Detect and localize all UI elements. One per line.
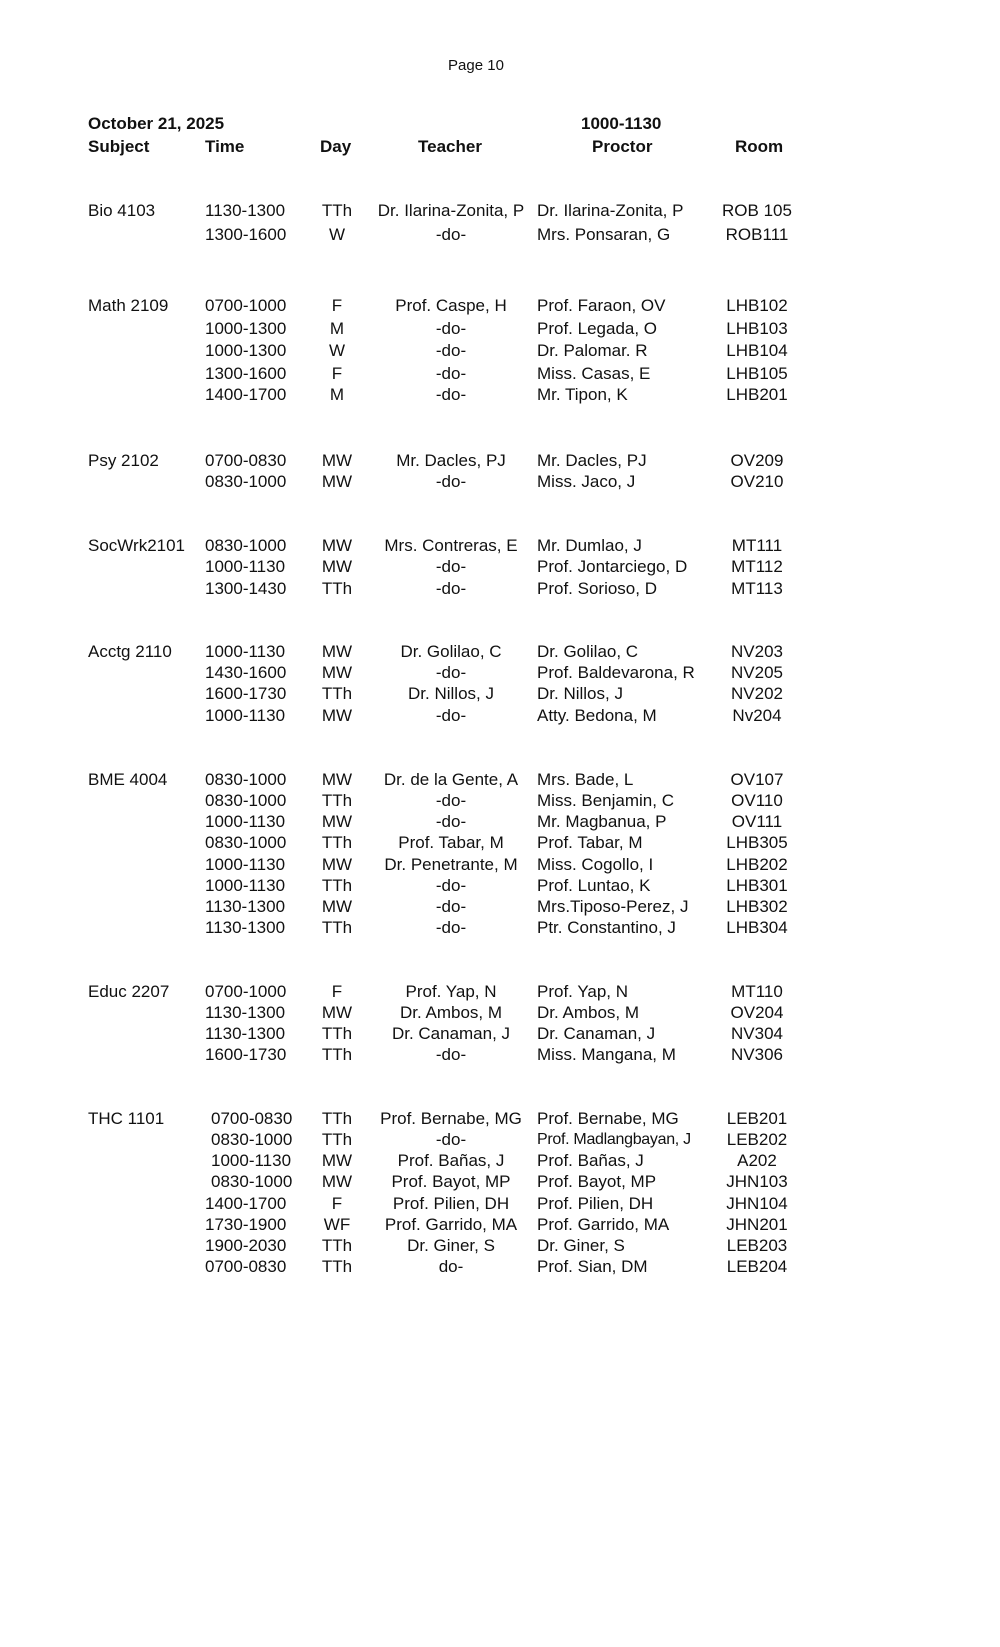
table-row: [0, 1235, 952, 1257]
room-cell: NV306: [731, 1045, 783, 1064]
teacher-cell: Dr. Golilao, C: [400, 642, 502, 661]
teacher-cell: Prof. Bayot, MP: [391, 1172, 511, 1191]
proctor-cell: Ptr. Constantino, J: [537, 918, 676, 937]
room-cell: JHN103: [726, 1172, 788, 1191]
proctor-cell: Dr. Ambos, M: [537, 1003, 640, 1022]
table-row: [0, 1023, 952, 1045]
teacher-cell: -do-: [435, 706, 467, 725]
column-header-subject: Subject: [88, 137, 150, 156]
day-cell: M: [329, 319, 345, 338]
proctor-cell: Atty. Bedona, M: [537, 706, 657, 725]
table-row: [0, 1108, 952, 1130]
table-row: [0, 535, 952, 557]
subject-cell: Acctg 2110: [88, 642, 172, 661]
teacher-cell: Dr. Penetrante, M: [384, 855, 518, 874]
column-header-proctor: Proctor: [592, 137, 653, 156]
room-cell: LHB302: [726, 897, 788, 916]
teacher-cell: Prof. Caspe, H: [395, 296, 507, 315]
proctor-cell: Mr. Dumlao, J: [537, 536, 642, 555]
day-cell: MW: [321, 451, 353, 470]
table-row: [0, 917, 952, 939]
teacher-cell: -do-: [435, 791, 467, 810]
proctor-cell: Mr. Tipon, K: [537, 385, 628, 404]
room-cell: ROB 105: [722, 201, 792, 220]
teacher-cell: -do-: [435, 319, 467, 338]
column-header-room: Room: [735, 137, 784, 156]
proctor-cell: Prof. Luntao, K: [537, 876, 651, 895]
proctor-cell: Prof. Jontarciego, D: [537, 557, 688, 576]
table-row: [0, 384, 952, 406]
time-cell: 1000-1300: [205, 319, 287, 338]
subject-cell: SocWrk2101: [88, 536, 186, 555]
time-cell: 1000-1130: [205, 812, 286, 831]
day-cell: TTh: [321, 918, 353, 937]
proctor-cell: Mrs. Bade, L: [537, 770, 634, 789]
table-row: [0, 363, 952, 385]
teacher-cell: -do-: [435, 1130, 467, 1149]
room-cell: LHB201: [726, 385, 788, 404]
room-cell: LEB203: [726, 1236, 788, 1255]
room-cell: LEB202: [726, 1130, 788, 1149]
day-cell: MW: [321, 1003, 353, 1022]
day-cell: MW: [321, 642, 353, 661]
time-cell: 1000-1300: [205, 341, 287, 360]
day-cell: M: [329, 385, 345, 404]
day-cell: TTh: [321, 1045, 353, 1064]
table-row: [0, 224, 952, 246]
time-cell: 0830-1000: [205, 833, 287, 852]
day-cell: MW: [321, 663, 353, 682]
teacher-cell: -do-: [435, 557, 467, 576]
table-row: [0, 1214, 952, 1236]
proctor-cell: Dr. Nillos, J: [537, 684, 623, 703]
day-cell: MW: [321, 472, 353, 491]
time-cell: 0830-1000: [205, 536, 287, 555]
time-cell: 1600-1730: [205, 684, 287, 703]
column-header-time: Time: [205, 137, 245, 156]
teacher-cell: Dr. de la Gente, A: [383, 770, 519, 789]
teacher-cell: Prof. Bernabe, MG: [380, 1109, 522, 1128]
exam-time-slot: 1000-1130: [581, 114, 662, 133]
day-cell: TTh: [321, 1024, 353, 1043]
table-row: [0, 1171, 952, 1193]
table-row: [0, 662, 952, 684]
room-cell: JHN104: [726, 1194, 788, 1213]
time-cell: 0830-1000: [205, 472, 287, 491]
time-cell: 1000-1130: [205, 876, 286, 895]
room-cell: OV204: [730, 1003, 784, 1022]
teacher-cell: Dr. Giner, S: [407, 1236, 495, 1255]
day-cell: TTh: [321, 1109, 353, 1128]
proctor-cell: Prof. Pilien, DH: [537, 1194, 654, 1213]
table-row: [0, 1002, 952, 1024]
proctor-cell: Prof. Bayot, MP: [537, 1172, 657, 1191]
proctor-cell: Mr. Dacles, PJ: [537, 451, 647, 470]
time-cell: 0700-1000: [205, 296, 287, 315]
room-cell: OV110: [731, 791, 783, 810]
subject-cell: Educ 2207: [88, 982, 170, 1001]
room-cell: NV304: [731, 1024, 783, 1043]
room-cell: NV202: [731, 684, 783, 703]
teacher-cell: Prof. Tabar, M: [398, 833, 504, 852]
table-row: [0, 295, 952, 317]
room-cell: LEB201: [726, 1109, 788, 1128]
time-cell: 0830-1000: [205, 770, 287, 789]
day-cell: TTh: [321, 1236, 353, 1255]
room-cell: ROB111: [725, 225, 789, 244]
day-cell: TTh: [321, 684, 353, 703]
teacher-cell: Dr. Ambos, M: [399, 1003, 503, 1022]
day-cell: TTh: [321, 876, 353, 895]
time-cell: 0830-1000: [211, 1172, 293, 1191]
table-row: [0, 811, 952, 833]
day-cell: MW: [321, 557, 353, 576]
table-row: [0, 832, 952, 854]
room-cell: LHB104: [726, 341, 788, 360]
time-cell: 1000-1130: [205, 855, 286, 874]
day-cell: TTh: [321, 833, 353, 852]
room-cell: JHN201: [726, 1215, 788, 1234]
room-cell: LHB105: [726, 364, 788, 383]
teacher-cell: Mrs. Contreras, E: [384, 536, 518, 555]
subject-cell: Math 2109: [88, 296, 169, 315]
table-row: [0, 200, 952, 222]
day-cell: MW: [321, 770, 353, 789]
table-row: [0, 683, 952, 705]
time-cell: 1130-1300: [205, 1024, 286, 1043]
room-cell: LHB304: [726, 918, 788, 937]
teacher-cell: -do-: [435, 472, 467, 491]
time-cell: 0700-0830: [205, 1257, 287, 1276]
teacher-cell: -do-: [435, 579, 467, 598]
table-row: [0, 556, 952, 578]
day-cell: F: [331, 296, 343, 315]
room-cell: LHB103: [726, 319, 788, 338]
time-cell: 1000-1130: [205, 557, 286, 576]
time-cell: 1000-1130: [205, 642, 286, 661]
time-cell: 0700-0830: [211, 1109, 293, 1128]
day-cell: MW: [321, 706, 353, 725]
table-row: [0, 1193, 952, 1215]
teacher-cell: Dr. Nillos, J: [408, 684, 494, 703]
room-cell: MT112: [731, 557, 783, 576]
proctor-cell: Prof. Bañas, J: [537, 1151, 644, 1170]
room-cell: NV203: [731, 642, 783, 661]
room-cell: LHB301: [726, 876, 788, 895]
room-cell: OV209: [730, 451, 784, 470]
subject-cell: THC 1101: [88, 1109, 165, 1128]
column-header-day: Day: [320, 137, 352, 156]
proctor-cell: Prof. Sian, DM: [537, 1257, 648, 1276]
proctor-cell: Miss. Mangana, M: [537, 1045, 676, 1064]
day-cell: W: [328, 341, 346, 360]
time-cell: 1300-1600: [205, 364, 287, 383]
teacher-cell: Dr. Canaman, J: [391, 1024, 511, 1043]
teacher-cell: -do-: [435, 1045, 467, 1064]
teacher-cell: Mr. Dacles, PJ: [396, 451, 506, 470]
teacher-cell: -do-: [435, 812, 467, 831]
teacher-cell: Dr. Ilarina-Zonita, P: [377, 201, 525, 220]
day-cell: F: [331, 364, 343, 383]
page-number: Page 10: [448, 57, 504, 74]
time-cell: 0700-0830: [205, 451, 287, 470]
day-cell: MW: [321, 1151, 353, 1170]
proctor-cell: Prof. Yap, N: [537, 982, 629, 1001]
room-cell: LHB102: [726, 296, 788, 315]
time-cell: 1730-1900: [205, 1215, 287, 1234]
time-cell: 0830-1000: [205, 791, 287, 810]
proctor-cell: Dr. Canaman, J: [537, 1024, 656, 1043]
proctor-cell: Dr. Golilao, C: [537, 642, 639, 661]
day-cell: TTh: [321, 201, 353, 220]
table-row: [0, 318, 952, 340]
day-cell: F: [331, 1194, 343, 1213]
room-cell: LHB202: [726, 855, 788, 874]
time-cell: 1130-1300: [205, 201, 286, 220]
day-cell: MW: [321, 897, 353, 916]
proctor-cell: Prof. Madlangbayan, J: [537, 1131, 691, 1148]
time-cell: 1130-1300: [205, 1003, 286, 1022]
teacher-cell: -do-: [435, 663, 467, 682]
table-row: [0, 790, 952, 812]
time-cell: 1130-1300: [205, 918, 286, 937]
table-row: [0, 981, 952, 1003]
time-cell: 1900-2030: [205, 1236, 287, 1255]
time-cell: 1600-1730: [205, 1045, 287, 1064]
time-cell: 1430-1600: [205, 663, 287, 682]
day-cell: TTh: [321, 579, 353, 598]
time-cell: 1400-1700: [205, 1194, 287, 1213]
day-cell: TTh: [321, 791, 353, 810]
room-cell: MT111: [731, 536, 783, 555]
table-row: [0, 854, 952, 876]
proctor-cell: Prof. Sorioso, D: [537, 579, 657, 598]
room-cell: MT110: [731, 982, 783, 1001]
proctor-cell: Mrs.Tiposo-Perez, J: [537, 897, 689, 916]
teacher-cell: -do-: [435, 876, 467, 895]
room-cell: OV111: [731, 812, 783, 831]
time-cell: 1130-1300: [205, 897, 286, 916]
teacher-cell: Prof. Bañas, J: [397, 1151, 505, 1170]
proctor-cell: Mrs. Ponsaran, G: [537, 225, 671, 244]
day-cell: MW: [321, 536, 353, 555]
subject-cell: BME 4004: [88, 770, 168, 789]
room-cell: Nv204: [732, 706, 782, 725]
table-row: [0, 705, 952, 727]
proctor-cell: Dr. Ilarina-Zonita, P: [537, 201, 684, 220]
room-cell: OV107: [730, 770, 784, 789]
room-cell: MT113: [731, 579, 783, 598]
day-cell: MW: [321, 1172, 353, 1191]
table-row: [0, 578, 952, 600]
table-row: [0, 896, 952, 918]
proctor-cell: Dr. Palomar. R: [537, 341, 648, 360]
table-row: [0, 471, 952, 493]
day-cell: MW: [321, 855, 353, 874]
table-row: [0, 1044, 952, 1066]
day-cell: F: [331, 982, 343, 1001]
room-cell: NV205: [731, 663, 783, 682]
teacher-cell: Prof. Garrido, MA: [384, 1215, 518, 1234]
proctor-cell: Prof. Tabar, M: [537, 833, 643, 852]
time-cell: 1300-1430: [205, 579, 287, 598]
proctor-cell: Miss. Cogollo, I: [537, 855, 654, 874]
teacher-cell: -do-: [435, 364, 467, 383]
proctor-cell: Miss. Jaco, J: [537, 472, 636, 491]
time-cell: 0700-1000: [205, 982, 287, 1001]
table-row: [0, 769, 952, 791]
proctor-cell: Miss. Casas, E: [537, 364, 651, 383]
room-cell: OV210: [730, 472, 784, 491]
teacher-cell: Prof. Pilien, DH: [392, 1194, 510, 1213]
teacher-cell: do-: [438, 1257, 464, 1276]
time-cell: 1400-1700: [205, 385, 287, 404]
time-cell: 0830-1000: [211, 1130, 293, 1149]
exam-date: October 21, 2025: [88, 114, 225, 133]
proctor-cell: Mr. Magbanua, P: [537, 812, 667, 831]
table-row: [0, 1150, 952, 1172]
table-row: [0, 340, 952, 362]
teacher-cell: -do-: [435, 918, 467, 937]
teacher-cell: Prof. Yap, N: [405, 982, 497, 1001]
room-cell: LHB305: [726, 833, 788, 852]
column-header-teacher: Teacher: [418, 137, 482, 156]
table-row: [0, 641, 952, 663]
time-cell: 1000-1130: [205, 706, 286, 725]
day-cell: TTh: [321, 1257, 353, 1276]
table-row: [0, 1256, 952, 1278]
day-cell: TTh: [321, 1130, 353, 1149]
time-cell: 1000-1130: [211, 1151, 292, 1170]
proctor-cell: Prof. Bernabe, MG: [537, 1109, 679, 1128]
proctor-cell: Dr. Giner, S: [537, 1236, 625, 1255]
subject-cell: Bio 4103: [88, 201, 156, 220]
time-cell: 1300-1600: [205, 225, 287, 244]
teacher-cell: -do-: [435, 341, 467, 360]
room-cell: LEB204: [726, 1257, 788, 1276]
day-cell: MW: [321, 812, 353, 831]
table-row: [0, 450, 952, 472]
table-row: [0, 875, 952, 897]
teacher-cell: -do-: [435, 897, 467, 916]
table-row: [0, 1129, 952, 1151]
teacher-cell: -do-: [435, 225, 467, 244]
proctor-cell: Prof. Faraon, OV: [537, 296, 666, 315]
day-cell: WF: [323, 1215, 351, 1234]
proctor-cell: Miss. Benjamin, C: [537, 791, 674, 810]
proctor-cell: Prof. Garrido, MA: [537, 1215, 670, 1234]
day-cell: W: [328, 225, 346, 244]
subject-cell: Psy 2102: [88, 451, 159, 470]
proctor-cell: Prof. Baldevarona, R: [537, 663, 695, 682]
room-cell: A202: [737, 1151, 777, 1170]
proctor-cell: Prof. Legada, O: [537, 319, 658, 338]
teacher-cell: -do-: [435, 385, 467, 404]
